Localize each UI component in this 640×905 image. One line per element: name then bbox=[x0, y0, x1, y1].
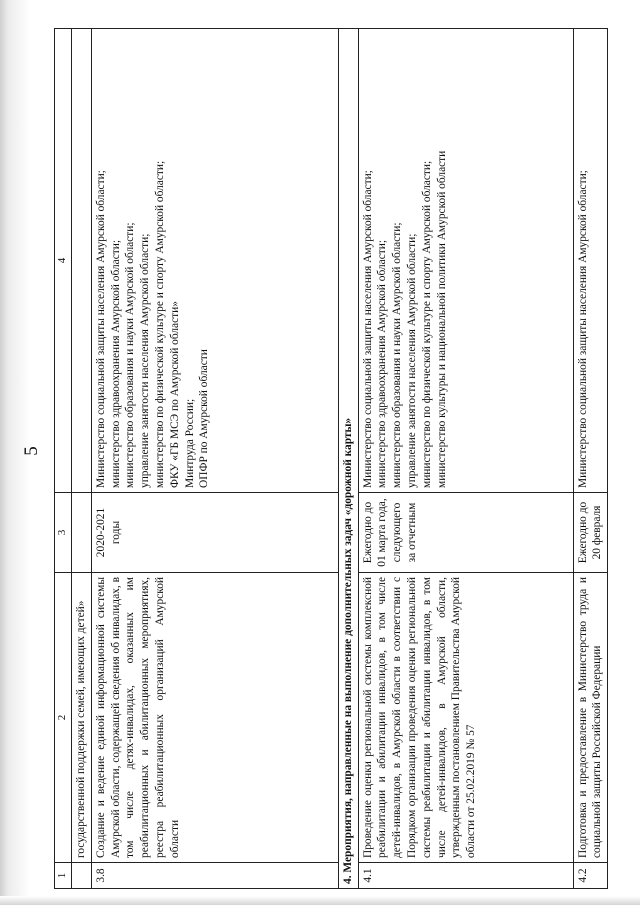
executor-line: управление занятости населения Амурской области; bbox=[139, 233, 152, 488]
executor-line: ФКУ «ГБ МСЭ по Амурской области» bbox=[168, 301, 181, 488]
section-title: 4. Мероприятия, направленные на выполнение дополнительных задач «дорожной карты» bbox=[338, 29, 358, 889]
table-row bbox=[91, 29, 338, 889]
executor-line: министерство образования и науки Амурской области; bbox=[124, 222, 137, 488]
rotated-table-container bbox=[54, 29, 602, 889]
col-executors-header: 4 bbox=[55, 29, 72, 493]
row-number: 3.8 bbox=[91, 863, 338, 889]
continuation-num-cell bbox=[72, 863, 92, 889]
table-header-row bbox=[55, 29, 72, 889]
executor-line: министерство культуры и национальной политики Амурской области bbox=[435, 150, 448, 488]
executor-line: министерство по физической культуре и спорту Амурской области; bbox=[153, 160, 166, 488]
table-row bbox=[358, 29, 573, 889]
executor-line: министерство по физической культуре и спорту Амурской области; bbox=[420, 160, 433, 488]
section-header-row bbox=[338, 29, 358, 889]
row-number: 4.1 bbox=[358, 863, 573, 889]
row-period: Ежегодно до 01 марта года, следующего за отчетным bbox=[358, 493, 573, 573]
executor-line: Министерство социальной защиты населения Амурской области; bbox=[576, 170, 589, 488]
executor-line: Минтруда России; bbox=[183, 398, 196, 488]
executor-line: ОПФР по Амурской области bbox=[198, 349, 211, 488]
executor-line: управление занятости населения Амурской области; bbox=[405, 233, 418, 488]
executor-line: министерство образования и науки Амурской области; bbox=[391, 222, 404, 488]
col-action-header: 2 bbox=[55, 573, 72, 863]
row-executors bbox=[358, 29, 573, 493]
table-row bbox=[573, 29, 608, 889]
col-number-header: 1 bbox=[55, 863, 72, 889]
continuation-row bbox=[72, 29, 92, 889]
col-period-header: 3 bbox=[55, 493, 72, 573]
continuation-period-cell bbox=[72, 493, 92, 573]
row-action: Подготовка и предоставление в Министерство труда и социальной защиты Российской Федерации bbox=[573, 573, 608, 863]
continuation-executors-cell bbox=[72, 29, 92, 493]
executor-line: министерство здравоохранения Амурской области; bbox=[376, 240, 389, 488]
action-plan-table bbox=[54, 28, 608, 889]
row-number: 4.2 bbox=[573, 863, 608, 889]
page-number: 5 bbox=[20, 446, 42, 456]
row-executors bbox=[91, 29, 338, 493]
executor-line: Министерство социальной защиты населения Амурской области; bbox=[94, 170, 107, 488]
continuation-text: государственной поддержки семей, имеющих детей» bbox=[72, 573, 92, 863]
row-action: Создание и ведение единой информационной системы Амурской области, содержащей сведения об инвалидах, в том числе детях-инвалидах, оказанных им реабилитационных и абилитационных мероприятиях, реестра реабилитационных организаций Амурской области bbox=[91, 573, 338, 863]
row-action: Проведение оценки региональной системы комплексной реабилитации и абилитации инвалидов, в том числе детей-инвалидов, в Амурской области в соответствии с Порядком организации проведения оценки региональной системы реабилитации и абилитации инвалидов, в том числе детей-инвалидов, в Амурской области, утвержденным постановлением Правительства Амурской области от 25.02.2019 № 57 bbox=[358, 573, 573, 863]
scan-shadow-bottom bbox=[0, 896, 640, 905]
executor-line: министерство здравоохранения Амурской области; bbox=[109, 240, 122, 488]
row-period: 2020-2021 годы bbox=[91, 493, 338, 573]
row-period: Ежегодно до 20 февраля bbox=[573, 493, 608, 573]
row-executors bbox=[573, 29, 608, 493]
executor-line: Министерство социальной защиты населения Амурской области; bbox=[361, 170, 374, 488]
